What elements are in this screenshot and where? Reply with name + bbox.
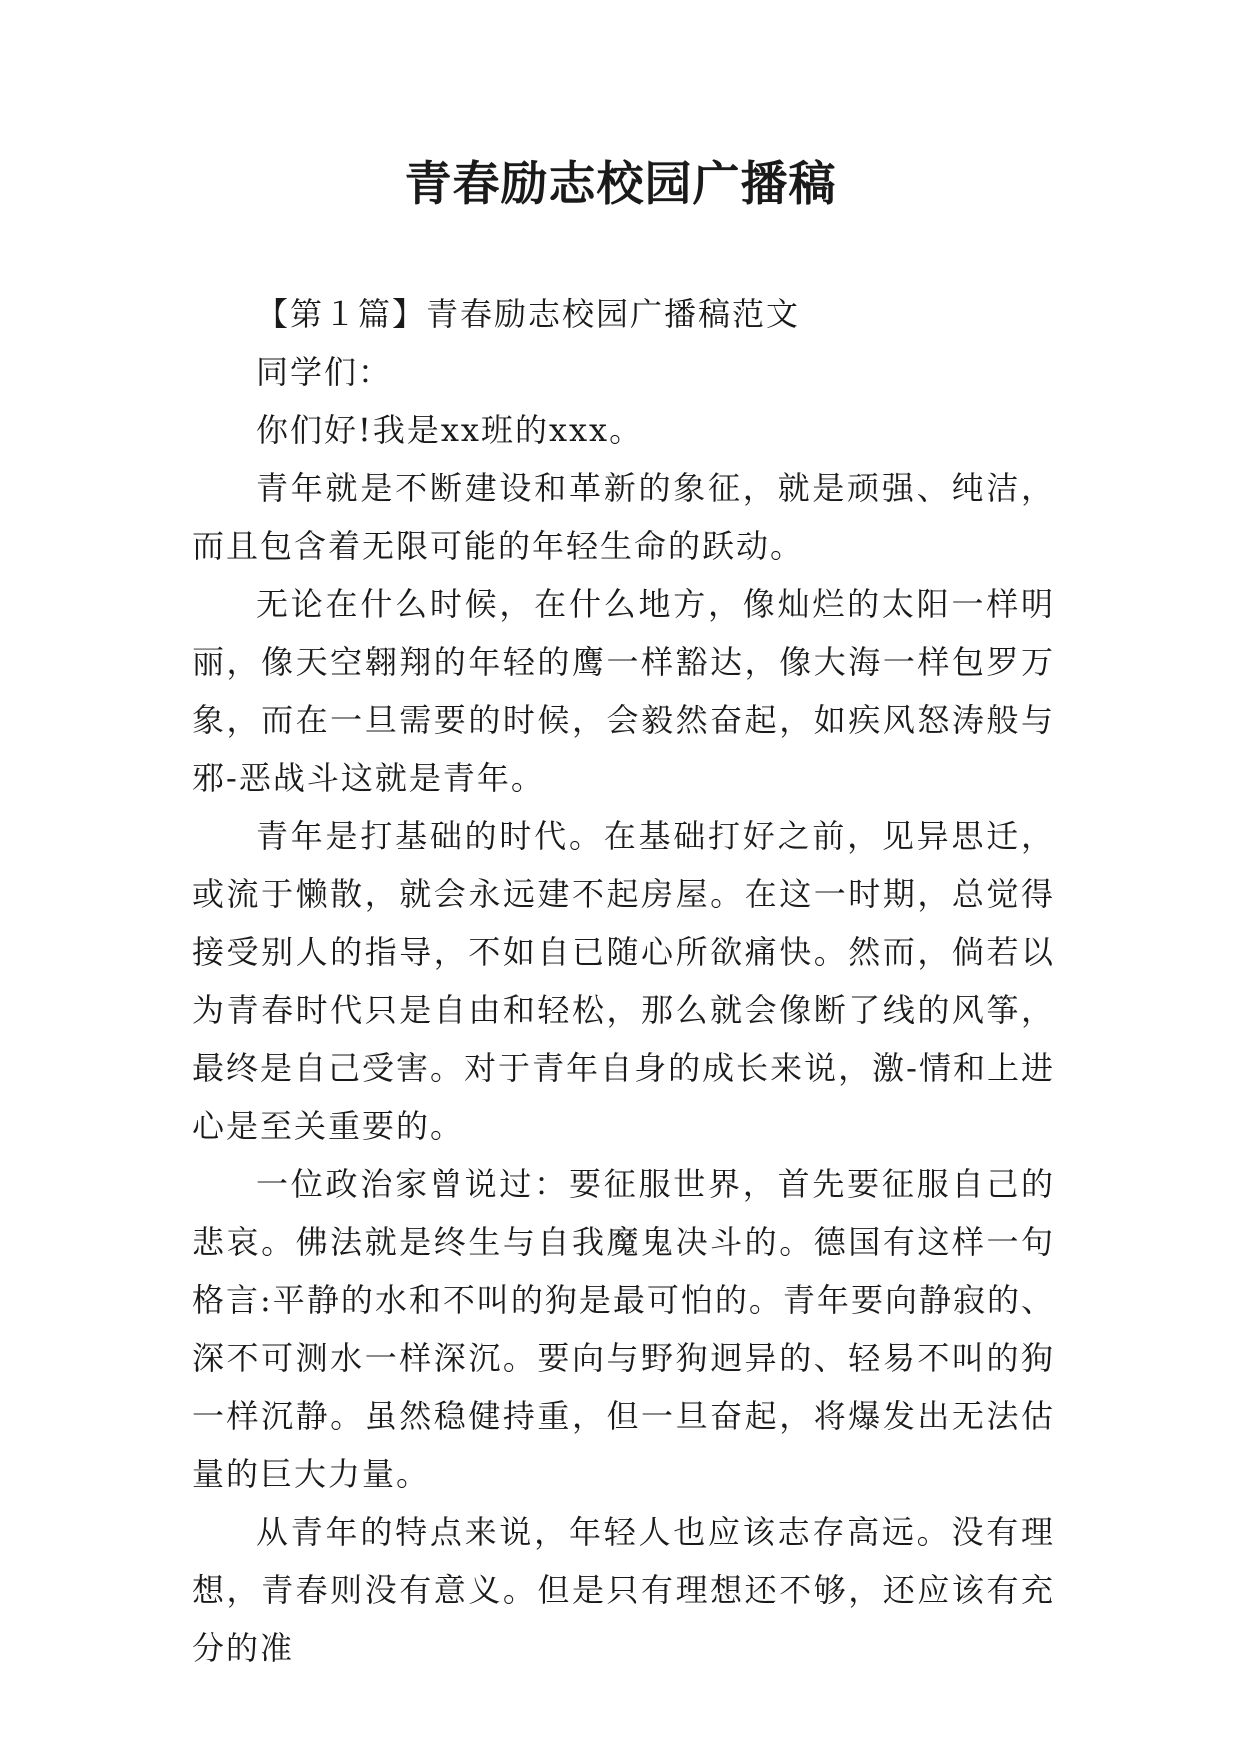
document-title: 青春励志校园广播稿: [404, 157, 837, 212]
paragraph: 从青年的特点来说，年轻人也应该志存高远。没有理想，青春则没有意义。但是只有理想还不够，还应该有充分的准: [192, 1513, 1055, 1667]
paragraph-greeting: 你们好!我是xx班的xxx。: [256, 411, 644, 449]
paragraph: 一位政治家曾说过：要征服世界，首先要征服自己的悲哀。佛法就是终生与自我魔鬼决斗的。德国有这样一句格言:平静的水和不叫的狗是最可怕的。青年要向静寂的、深不可测水一样深沉。要向与野狗迥异的、轻易不叫的狗一样沉静。虽然稳健持重，但一旦奋起，将爆发出无法估量的巨大力量。: [192, 1165, 1055, 1493]
document-body: [192, 285, 1055, 1677]
paragraph-heading: 【第１篇】青春励志校园广播稿范文: [256, 295, 801, 333]
paragraph: 青年是打基础的时代。在基础打好之前，见异思迁，或流于懒散，就会永远建不起房屋。在这一时期，总觉得接受别人的指导，不如自已随心所欲痛快。然而，倘若以为青春时代只是自由和轻松，那么就会像断了线的风筝，最终是自己受害。对于青年自身的成长来说，激-情和上进心是至关重要的。: [192, 817, 1055, 1145]
paragraph: 无论在什么时候，在什么地方，像灿烂的太阳一样明丽，像天空翱翔的年轻的鹰一样豁达，像大海一样包罗万象，而在一旦需要的时候，会毅然奋起，如疾风怒涛般与邪-恶战斗这就是青年。: [192, 585, 1055, 797]
paragraph-salutation: 同学们：: [256, 353, 393, 391]
paragraph: 青年就是不断建设和革新的象征，就是顽强、纯洁，而且包含着无限可能的年轻生命的跃动。: [192, 469, 1055, 565]
